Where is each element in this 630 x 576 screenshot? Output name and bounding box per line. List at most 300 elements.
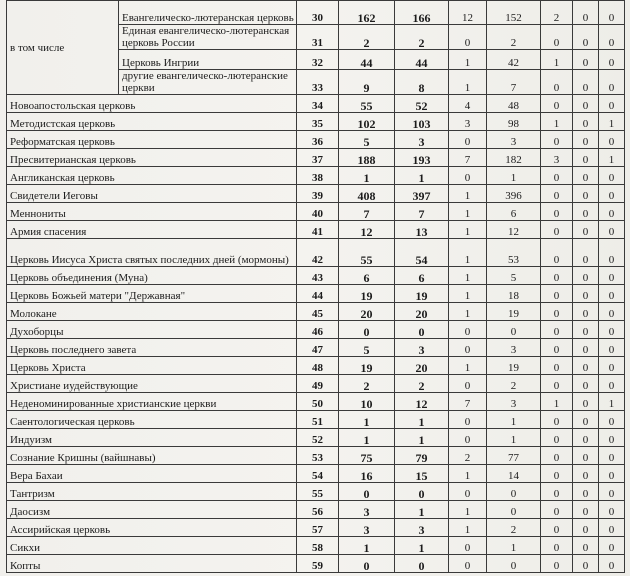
value-col-2: 3 [395, 519, 449, 537]
value-col-5: 0 [541, 285, 573, 303]
table-row [7, 555, 625, 573]
table-row [7, 167, 625, 185]
row-name: Церковь Христа [7, 357, 297, 375]
value-col-5: 0 [541, 321, 573, 339]
value-col-5: 0 [541, 375, 573, 393]
row-code: 47 [297, 339, 339, 357]
value-col-2: 1 [395, 537, 449, 555]
value-col-1: 9 [339, 70, 395, 95]
table-body [7, 1, 625, 573]
row-name: Методистская церковь [7, 113, 297, 131]
row-code: 37 [297, 149, 339, 167]
value-col-3: 7 [449, 393, 487, 411]
value-col-4: 396 [487, 185, 541, 203]
row-code: 50 [297, 393, 339, 411]
value-col-5: 0 [541, 95, 573, 113]
value-col-4: 152 [487, 1, 541, 25]
row-code: 30 [297, 1, 339, 25]
table-row [7, 537, 625, 555]
row-code: 52 [297, 429, 339, 447]
row-name: Ассирийская церковь [7, 519, 297, 537]
table-row [7, 95, 625, 113]
row-name: Копты [7, 555, 297, 573]
value-col-4: 98 [487, 113, 541, 131]
value-col-1: 188 [339, 149, 395, 167]
table-row [7, 113, 625, 131]
value-col-5: 0 [541, 185, 573, 203]
value-col-4: 6 [487, 203, 541, 221]
value-col-1: 55 [339, 239, 395, 267]
value-col-1: 19 [339, 357, 395, 375]
value-col-7: 0 [599, 429, 625, 447]
value-col-7: 0 [599, 70, 625, 95]
value-col-1: 19 [339, 285, 395, 303]
row-name: Церковь последнего завета [7, 339, 297, 357]
value-col-2: 166 [395, 1, 449, 25]
value-col-3: 7 [449, 149, 487, 167]
value-col-1: 162 [339, 1, 395, 25]
value-col-7: 0 [599, 321, 625, 339]
value-col-5: 0 [541, 357, 573, 375]
value-col-2: 3 [395, 339, 449, 357]
sub-row-name: Единая евангелическо-лютеранская церковь России [119, 25, 297, 50]
row-name: Тантризм [7, 483, 297, 501]
value-col-2: 7 [395, 203, 449, 221]
value-col-3: 0 [449, 25, 487, 50]
value-col-3: 1 [449, 185, 487, 203]
value-col-5: 0 [541, 70, 573, 95]
value-col-6: 0 [573, 501, 599, 519]
value-col-2: 52 [395, 95, 449, 113]
value-col-3: 1 [449, 50, 487, 70]
value-col-5: 0 [541, 267, 573, 285]
value-col-7: 0 [599, 519, 625, 537]
row-code: 35 [297, 113, 339, 131]
value-col-4: 0 [487, 483, 541, 501]
value-col-3: 0 [449, 483, 487, 501]
value-col-3: 1 [449, 221, 487, 239]
row-name: Индуизм [7, 429, 297, 447]
value-col-6: 0 [573, 221, 599, 239]
value-col-3: 1 [449, 285, 487, 303]
row-name: Сикхи [7, 537, 297, 555]
row-name: Саентологическая церковь [7, 411, 297, 429]
value-col-5: 0 [541, 303, 573, 321]
row-code: 51 [297, 411, 339, 429]
value-col-7: 0 [599, 483, 625, 501]
row-code: 53 [297, 447, 339, 465]
value-col-6: 0 [573, 267, 599, 285]
value-col-6: 0 [573, 519, 599, 537]
value-col-6: 0 [573, 131, 599, 149]
statistics-table [6, 0, 625, 573]
row-code: 40 [297, 203, 339, 221]
value-col-2: 15 [395, 465, 449, 483]
value-col-1: 3 [339, 501, 395, 519]
value-col-5: 2 [541, 1, 573, 25]
value-col-6: 0 [573, 447, 599, 465]
value-col-6: 0 [573, 239, 599, 267]
value-col-6: 0 [573, 1, 599, 25]
value-col-4: 53 [487, 239, 541, 267]
row-code: 49 [297, 375, 339, 393]
row-name: Даосизм [7, 501, 297, 519]
value-col-3: 0 [449, 131, 487, 149]
value-col-7: 0 [599, 239, 625, 267]
value-col-5: 0 [541, 555, 573, 573]
value-col-5: 1 [541, 393, 573, 411]
value-col-1: 16 [339, 465, 395, 483]
value-col-2: 54 [395, 239, 449, 267]
value-col-6: 0 [573, 95, 599, 113]
row-name: Сознание Кришны (вайшнавы) [7, 447, 297, 465]
row-code: 58 [297, 537, 339, 555]
value-col-6: 0 [573, 321, 599, 339]
row-name: Церковь Божьей матери "Державная" [7, 285, 297, 303]
value-col-6: 0 [573, 393, 599, 411]
value-col-1: 5 [339, 131, 395, 149]
value-col-5: 0 [541, 131, 573, 149]
table-row [7, 429, 625, 447]
value-col-4: 0 [487, 501, 541, 519]
value-col-1: 0 [339, 555, 395, 573]
value-col-2: 103 [395, 113, 449, 131]
value-col-6: 0 [573, 113, 599, 131]
value-col-4: 2 [487, 25, 541, 50]
value-col-1: 102 [339, 113, 395, 131]
value-col-3: 2 [449, 447, 487, 465]
value-col-5: 0 [541, 465, 573, 483]
row-code: 36 [297, 131, 339, 149]
value-col-7: 0 [599, 1, 625, 25]
table-row [7, 221, 625, 239]
row-code: 55 [297, 483, 339, 501]
value-col-2: 1 [395, 167, 449, 185]
value-col-3: 0 [449, 411, 487, 429]
value-col-6: 0 [573, 185, 599, 203]
value-col-7: 0 [599, 357, 625, 375]
value-col-3: 0 [449, 537, 487, 555]
row-code: 44 [297, 285, 339, 303]
value-col-3: 1 [449, 519, 487, 537]
value-col-7: 1 [599, 113, 625, 131]
value-col-1: 10 [339, 393, 395, 411]
row-code: 45 [297, 303, 339, 321]
value-col-6: 0 [573, 339, 599, 357]
value-col-3: 0 [449, 375, 487, 393]
table-row [7, 149, 625, 167]
value-col-5: 0 [541, 483, 573, 501]
value-col-3: 0 [449, 167, 487, 185]
row-code: 42 [297, 239, 339, 267]
value-col-1: 2 [339, 25, 395, 50]
value-col-1: 3 [339, 519, 395, 537]
value-col-6: 0 [573, 285, 599, 303]
value-col-6: 0 [573, 483, 599, 501]
value-col-2: 0 [395, 555, 449, 573]
value-col-4: 3 [487, 131, 541, 149]
value-col-6: 0 [573, 411, 599, 429]
table-row [7, 501, 625, 519]
table-row [7, 465, 625, 483]
value-col-3: 0 [449, 429, 487, 447]
row-code: 46 [297, 321, 339, 339]
value-col-3: 12 [449, 1, 487, 25]
value-col-3: 0 [449, 321, 487, 339]
value-col-4: 7 [487, 70, 541, 95]
value-col-2: 0 [395, 483, 449, 501]
value-col-1: 0 [339, 321, 395, 339]
value-col-5: 0 [541, 239, 573, 267]
value-col-7: 1 [599, 149, 625, 167]
value-col-2: 13 [395, 221, 449, 239]
group-label: в том числе [7, 1, 119, 95]
value-col-5: 1 [541, 113, 573, 131]
value-col-2: 8 [395, 70, 449, 95]
value-col-6: 0 [573, 555, 599, 573]
value-col-3: 3 [449, 113, 487, 131]
row-name: Меннониты [7, 203, 297, 221]
value-col-4: 77 [487, 447, 541, 465]
value-col-3: 4 [449, 95, 487, 113]
value-col-2: 397 [395, 185, 449, 203]
table-row [7, 285, 625, 303]
value-col-3: 0 [449, 555, 487, 573]
row-code: 34 [297, 95, 339, 113]
row-name: Неденоминированные христианские церкви [7, 393, 297, 411]
row-code: 31 [297, 25, 339, 50]
value-col-5: 0 [541, 221, 573, 239]
row-code: 33 [297, 70, 339, 95]
value-col-1: 75 [339, 447, 395, 465]
table-row [7, 519, 625, 537]
value-col-2: 19 [395, 285, 449, 303]
value-col-2: 79 [395, 447, 449, 465]
value-col-6: 0 [573, 303, 599, 321]
row-name: Христиане иудействующие [7, 375, 297, 393]
value-col-4: 19 [487, 303, 541, 321]
table-row [7, 203, 625, 221]
value-col-3: 1 [449, 465, 487, 483]
value-col-3: 1 [449, 267, 487, 285]
value-col-1: 1 [339, 411, 395, 429]
row-name: Свидетели Иеговы [7, 185, 297, 203]
value-col-6: 0 [573, 375, 599, 393]
row-name: Вера Бахаи [7, 465, 297, 483]
value-col-4: 1 [487, 537, 541, 555]
value-col-2: 20 [395, 357, 449, 375]
value-col-7: 0 [599, 221, 625, 239]
value-col-3: 1 [449, 203, 487, 221]
value-col-5: 0 [541, 447, 573, 465]
value-col-1: 0 [339, 483, 395, 501]
value-col-3: 1 [449, 70, 487, 95]
row-code: 54 [297, 465, 339, 483]
value-col-2: 0 [395, 321, 449, 339]
table-row [7, 131, 625, 149]
value-col-5: 0 [541, 537, 573, 555]
row-name: Церковь объединения (Муна) [7, 267, 297, 285]
value-col-7: 0 [599, 303, 625, 321]
value-col-2: 6 [395, 267, 449, 285]
value-col-5: 3 [541, 149, 573, 167]
value-col-1: 44 [339, 50, 395, 70]
value-col-7: 0 [599, 285, 625, 303]
value-col-2: 2 [395, 25, 449, 50]
row-code: 43 [297, 267, 339, 285]
value-col-4: 42 [487, 50, 541, 70]
value-col-5: 0 [541, 519, 573, 537]
value-col-7: 0 [599, 267, 625, 285]
table-row [7, 357, 625, 375]
table-row [7, 339, 625, 357]
value-col-1: 6 [339, 267, 395, 285]
value-col-4: 0 [487, 321, 541, 339]
value-col-4: 0 [487, 555, 541, 573]
row-name: Новоапостольская церковь [7, 95, 297, 113]
value-col-7: 0 [599, 411, 625, 429]
value-col-2: 3 [395, 131, 449, 149]
table-row [7, 239, 625, 267]
value-col-2: 193 [395, 149, 449, 167]
value-col-6: 0 [573, 149, 599, 167]
value-col-5: 0 [541, 411, 573, 429]
row-name: Реформатская церковь [7, 131, 297, 149]
value-col-7: 0 [599, 339, 625, 357]
value-col-4: 3 [487, 339, 541, 357]
value-col-7: 0 [599, 95, 625, 113]
table-row [7, 1, 625, 25]
value-col-1: 5 [339, 339, 395, 357]
value-col-7: 0 [599, 131, 625, 149]
sub-row-name: Евангелическо-лютеранская церковь [119, 1, 297, 25]
value-col-1: 1 [339, 429, 395, 447]
value-col-3: 1 [449, 239, 487, 267]
table-row [7, 375, 625, 393]
value-col-7: 0 [599, 501, 625, 519]
value-col-7: 0 [599, 465, 625, 483]
row-name: Молокане [7, 303, 297, 321]
value-col-3: 0 [449, 339, 487, 357]
value-col-5: 0 [541, 167, 573, 185]
row-code: 41 [297, 221, 339, 239]
row-code: 59 [297, 555, 339, 573]
row-code: 57 [297, 519, 339, 537]
value-col-1: 12 [339, 221, 395, 239]
value-col-1: 408 [339, 185, 395, 203]
value-col-4: 1 [487, 429, 541, 447]
value-col-6: 0 [573, 70, 599, 95]
row-name: Пресвитерианская церковь [7, 149, 297, 167]
value-col-2: 2 [395, 375, 449, 393]
value-col-1: 2 [339, 375, 395, 393]
row-code: 39 [297, 185, 339, 203]
table-row [7, 411, 625, 429]
value-col-4: 14 [487, 465, 541, 483]
row-code: 38 [297, 167, 339, 185]
value-col-4: 1 [487, 167, 541, 185]
value-col-1: 7 [339, 203, 395, 221]
value-col-1: 1 [339, 167, 395, 185]
table-row [7, 185, 625, 203]
table-row [7, 447, 625, 465]
value-col-1: 55 [339, 95, 395, 113]
table-row [7, 267, 625, 285]
value-col-7: 0 [599, 167, 625, 185]
value-col-6: 0 [573, 537, 599, 555]
value-col-3: 1 [449, 501, 487, 519]
row-code: 32 [297, 50, 339, 70]
row-code: 48 [297, 357, 339, 375]
value-col-4: 2 [487, 519, 541, 537]
value-col-6: 0 [573, 50, 599, 70]
value-col-4: 2 [487, 375, 541, 393]
value-col-5: 0 [541, 203, 573, 221]
table-row [7, 303, 625, 321]
value-col-7: 0 [599, 25, 625, 50]
row-name: Армия спасения [7, 221, 297, 239]
value-col-5: 0 [541, 339, 573, 357]
value-col-4: 5 [487, 267, 541, 285]
value-col-4: 12 [487, 221, 541, 239]
value-col-7: 0 [599, 537, 625, 555]
value-col-5: 0 [541, 501, 573, 519]
value-col-6: 0 [573, 429, 599, 447]
value-col-7: 0 [599, 375, 625, 393]
value-col-1: 20 [339, 303, 395, 321]
value-col-6: 0 [573, 203, 599, 221]
value-col-7: 0 [599, 185, 625, 203]
value-col-4: 1 [487, 411, 541, 429]
value-col-6: 0 [573, 167, 599, 185]
value-col-2: 20 [395, 303, 449, 321]
value-col-4: 19 [487, 357, 541, 375]
value-col-2: 12 [395, 393, 449, 411]
value-col-7: 1 [599, 393, 625, 411]
value-col-2: 1 [395, 411, 449, 429]
sub-row-name: Церковь Ингрии [119, 50, 297, 70]
value-col-7: 0 [599, 447, 625, 465]
value-col-6: 0 [573, 357, 599, 375]
value-col-3: 1 [449, 357, 487, 375]
value-col-5: 1 [541, 50, 573, 70]
value-col-4: 3 [487, 393, 541, 411]
value-col-4: 18 [487, 285, 541, 303]
table-row [7, 483, 625, 501]
table-row [7, 321, 625, 339]
row-code: 56 [297, 501, 339, 519]
value-col-5: 0 [541, 429, 573, 447]
value-col-7: 0 [599, 203, 625, 221]
table-row [7, 393, 625, 411]
row-name: Духоборцы [7, 321, 297, 339]
row-name: Англиканская церковь [7, 167, 297, 185]
value-col-7: 0 [599, 555, 625, 573]
value-col-7: 0 [599, 50, 625, 70]
value-col-3: 1 [449, 303, 487, 321]
value-col-5: 0 [541, 25, 573, 50]
value-col-1: 1 [339, 537, 395, 555]
value-col-2: 44 [395, 50, 449, 70]
value-col-6: 0 [573, 465, 599, 483]
value-col-4: 48 [487, 95, 541, 113]
row-name: Церковь Иисуса Христа святых последних дней (мормоны) [7, 239, 297, 267]
value-col-2: 1 [395, 429, 449, 447]
value-col-4: 182 [487, 149, 541, 167]
value-col-6: 0 [573, 25, 599, 50]
value-col-2: 1 [395, 501, 449, 519]
sub-row-name: другие евангелическо-лютеранские церкви [119, 70, 297, 95]
